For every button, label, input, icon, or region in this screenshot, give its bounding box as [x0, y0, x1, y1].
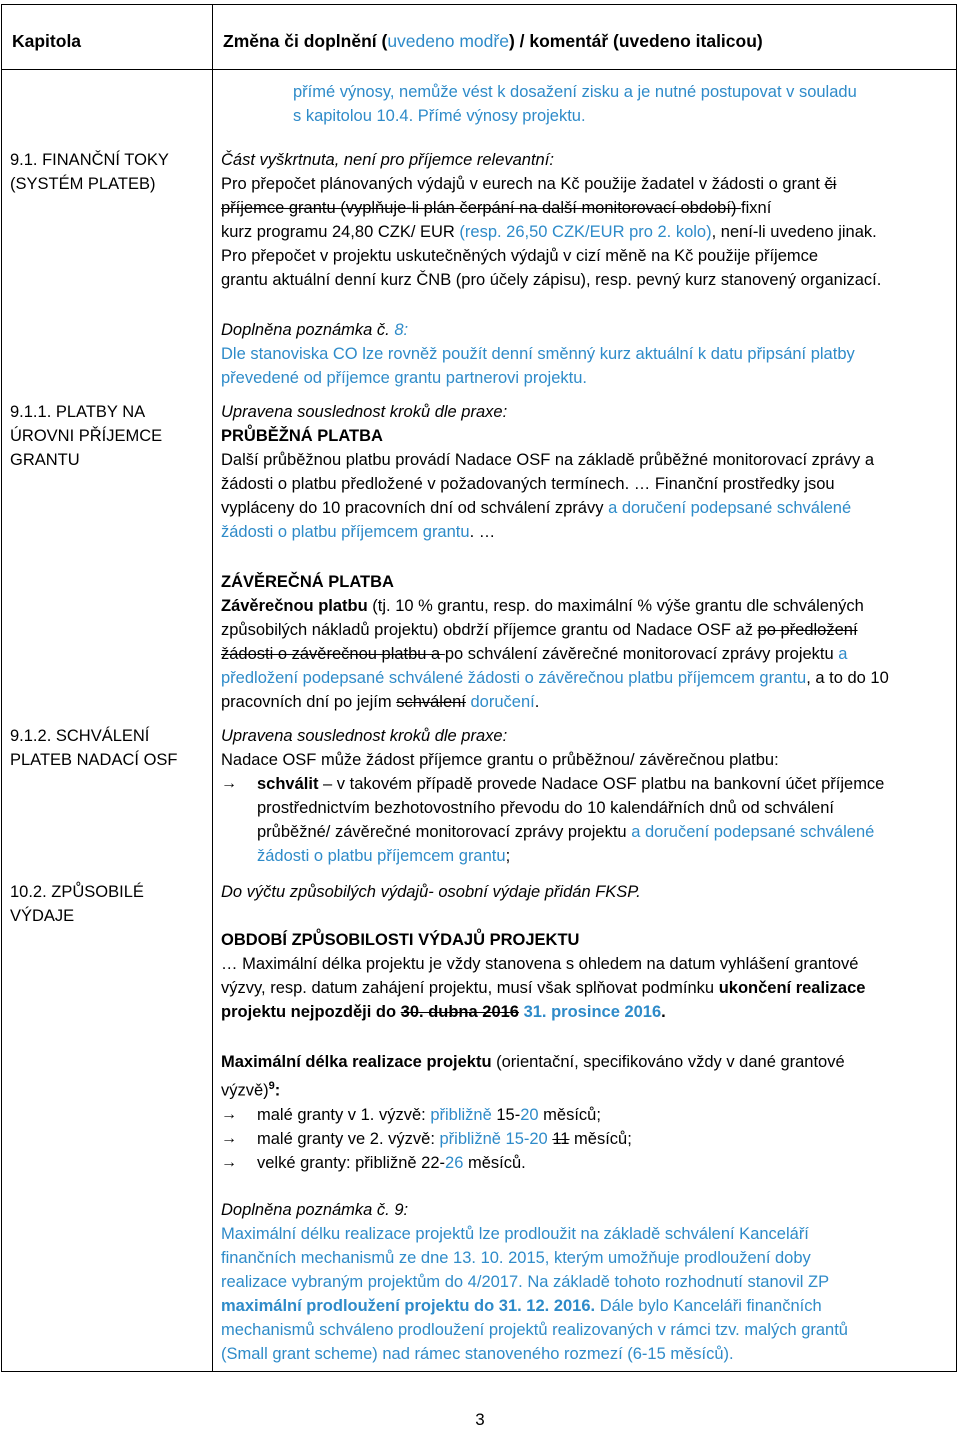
arrow-right-icon: →	[221, 1105, 237, 1123]
page-number: 3	[475, 1410, 485, 1429]
header-divider	[2, 69, 956, 70]
arrow-right-icon: →	[221, 1153, 237, 1171]
eligibility-period-block: OBDOBÍ ZPŮSOBILOSTI VÝDAJŮ PROJEKTU … Maximální délka projektu je vždy stanovena s ohledem na datum vyhlášení grantové výzvy, resp. datum zahájení projektu, musí však splňovat podmínku ukončení realizace projektu nejpozději do 30. dubna 2016 31. prosince 2016.	[221, 931, 866, 1021]
chapter-9-1: 9.1. FINANČNÍ TOKY (SYSTÉM PLATEB)	[10, 151, 169, 193]
continued-text: přímé výnosy, nemůže vést k dosažení zisku a je nutné postupovat v souladu s kapitolou 10.4. Přímé výnosy projektu.	[293, 83, 857, 125]
chapter-10-2: 10.2. ZPŮSOBILÉ VÝDAJE	[10, 883, 144, 925]
chapter-9-1-1: 9.1.1. PLATBY NA ÚROVNI PŘÍJEMCE GRANTU	[10, 403, 163, 469]
payment-approval-block: Upravena souslednost kroků dle praxe: Nadace OSF může žádost příjemce grantu o průběžnou/ závěrečnou platbu: → schválit – v takovém případě provede Nadace OSF platbu na bankovní účet příjemce prostřednictvím bezhotovostního převodu do 10 kalendářních dnů od schválení průběžné/ závěrečné monitorovací zprávy projektu a doručení podepsané schválené žádosti o platbu příjemcem grantu;	[221, 724, 951, 868]
header-change: Změna či doplnění (uvedeno modře) / komentář (uvedeno italicou)	[223, 31, 763, 51]
max-duration-block: Maximální délka realizace projektu (orientační, specifikováno vždy v dané grantové výzvě)$^9$: → malé granty v 1. výzvě: přibližně 15-20 měsíců; → malé granty ve 2. výzvě: přibližně 15-20 11 měsíců; → velké granty: přibližně 22-26 měsíců.	[221, 1050, 951, 1175]
chapter-9-1-2: 9.1.2. SCHVÁLENÍ PLATEB NADACÍ OSF	[10, 727, 178, 769]
note-8-block: Doplněna poznámka č. 8: Dle stanoviska CO lze rovněž použít denní směnný kurz aktuální k datu připsání platby převedené od příjemce grantu partnerovi projektu.	[221, 321, 855, 387]
arrow-right-icon: →	[221, 775, 237, 792]
arrow-right-icon: →	[221, 1129, 237, 1147]
column-divider	[212, 5, 213, 1371]
interim-payment-block: Upravena souslednost kroků dle praxe: PRŮBĚŽNÁ PLATBA Další průběžnou platbu provádí Nadace OSF na základě průběžné monitorovací zprávy a žádosti o platbu předložené v požadovaných termínech. … Finanční prostředky jsou vypláceny do 10 pracovních dní od schválení zprávy a doručení podepsané schválené žádosti o platbu příjemcem grantu. …	[221, 403, 875, 541]
header-chapter: Kapitola	[12, 31, 82, 51]
bullet-small-grants-1: → malé granty v 1. výzvě: přibližně 15-20 měsíců;	[221, 1103, 951, 1127]
bullet-small-grants-2: → malé granty ve 2. výzvě: přibližně 15-20 11 měsíců;	[221, 1127, 951, 1151]
note-9-block: Doplněna poznámka č. 9: Maximální délku realizace projektů lze prodloužit na základě schválení Kanceláří finančních mechanismů ze dne 13. 10. 2015, kterým umožňuje prodloužení doby realizace vybraným projektům do 4/2017. Na základě tohoto rozhodnutí stanovil ZP maximální prodloužení projektu do 31. 12. 2016. Dále bylo Kanceláři finančních mechanismů schváleno prodloužení projektů realizovaných v rámci tzv. malých grantů (Small grant scheme) nad rámec stanoveného rozmezí (6-15 měsíců).	[221, 1201, 848, 1363]
final-payment-block: ZÁVĚREČNÁ PLATBA Závěrečnou platbu (tj. 10 % grantu, resp. do maximální % výše grantu dle schválených způsobilých nákladů projektu) obdrží příjemce grantu od Nadace OSF až po předložení žádosti o závěrečnou platbu a po schválení závěrečné monitorovací zprávy projektu a předložení podepsané schválené žádosti o závěrečnou platbu příjemcem grantu, a to do 10 pracovních dní po jejím schválení doručení.	[221, 573, 889, 711]
bullet-approve: → schválit – v takovém případě provede Nadace OSF platbu na bankovní účet příjemce prostřednictvím bezhotovostního převodu do 10 kalendářních dnů od schválení průběžné/ závěrečné monitorovací zprávy projektu a doručení podepsané schválené žádosti o platbu příjemcem grantu;	[221, 772, 951, 868]
fksp-note: Do výčtu způsobilých výdajů- osobní výdaje přidán FKSP.	[221, 883, 641, 901]
bullet-large-grants: → velké granty: přibližně 22-26 měsíců.	[221, 1151, 951, 1175]
exchange-rate-block: Část vyškrtnuta, není pro příjemce relevantní: Pro přepočet plánovaných výdajů v eurech na Kč použije žadatel v žádosti o grant či příjemce grantu (vyplňuje-li plán čerpání na další monitorovací období) fixní kurz programu 24,80 CZK/ EUR (resp. 26,50 CZK/EUR pro 2. kolo), není-li uvedeno jinak. Pro přepočet v projektu uskutečněných výdajů v cizí měně na Kč použije příjemce grantu aktuální denní kurz ČNB (pro účely zápisu), resp. pevný kurz stanovený organizací.	[221, 151, 882, 289]
